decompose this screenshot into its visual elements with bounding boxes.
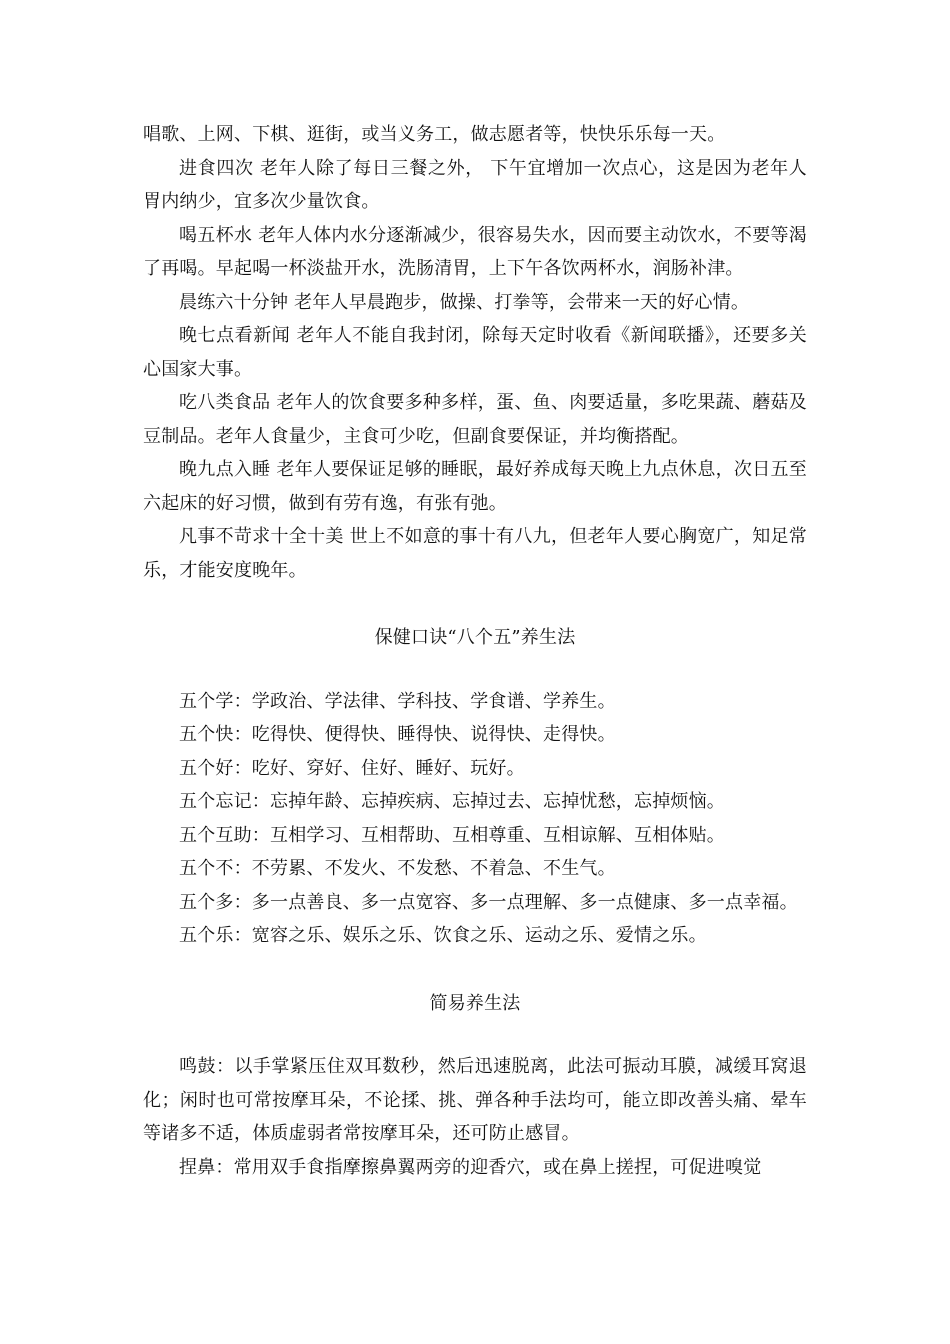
intro-paragraph-continued: 唱歌、上网、下棋、逛街，或当义务工，做志愿者等，快快乐乐每一天。 [143,124,726,145]
list-item: 五个多：多一点善良、多一点宽容、多一点理解、多一点健康、多一点幸福。 [179,891,798,913]
section-spacer [143,1020,807,1050]
list-item: 五个忘记：忘掉年龄、忘掉疾病、忘掉过去、忘掉忧愁，忘掉烦恼。 [179,791,725,812]
intro-paragraph-evening-news: 晚七点看新闻 老年人不能自我封闭，除每天定时收看《新闻联播》，还要多关心国家大事。 [143,325,807,380]
list-item: 五个互助：互相学习、互相帮助、互相尊重、互相谅解、互相体贴。 [179,824,725,846]
list-item: 五个乐：宽容之乐、娱乐之乐、饮食之乐、运动之乐、爱情之乐。 [179,925,707,946]
intro-paragraph-not-perfect: 凡事不苛求十全十美 世上不如意的事十有八九，但老年人要心胸宽广，知足常乐，才能安度晚年。 [143,526,807,581]
list-item: 五个不：不劳累、不发火、不发愁、不着急、不生气。 [179,858,616,879]
intro-paragraph-sleep-nine: 晚九点入睡 老年人要保证足够的睡眠，最好养成每天晚上九点休息，次日五至六起床的好习惯，做到有劳有逸，有张有弛。 [143,459,807,514]
section-spacer [143,953,807,987]
section-title-eight-fives: 保健口诀“八个五”养生法 [374,627,576,648]
intro-paragraph-drink-five: 喝五杯水 老年人体内水分逐渐减少，很容易失水，因而要主动饮水，不要等渴了再喝。早起喝一杯淡盐开水，洗肠清胃，上下午各饮两杯水，润肠补津。 [143,224,807,279]
document-page [143,118,807,1184]
method-paragraph-nose: 捏鼻：常用双手食指摩擦鼻翼两旁的迎香穴，或在鼻上搓捏，可促进嗅觉 [179,1156,762,1178]
list-item: 五个学：学政治、学法律、学科技、学食谱、学养生。 [179,690,616,712]
list-item: 五个好：吃好、穿好、住好、睡好、玩好。 [179,757,525,779]
intro-paragraph-morning-exercise: 晨练六十分钟 老年人早晨跑步，做操、打拳等，会带来一天的好心情。 [179,291,750,313]
section-title-simple-methods: 简易养生法 [429,992,521,1014]
intro-paragraph-eight-foods: 吃八类食品 老年人的饮食要多种多样，蛋、鱼、肉要适量，多吃果蔬、蘑菇及豆制品。老年人食量少，主食可少吃，但副食要保证，并均衡搭配。 [143,392,807,447]
intro-paragraph-eat-four: 进食四次 老年人除了每日三餐之外， 下午宜增加一次点心，这是因为老年人胃内纳少，宜多次少量饮食。 [143,157,807,212]
list-item: 五个快：吃得快、便得快、睡得快、说得快、走得快。 [179,724,616,745]
method-paragraph-drum: 鸣鼓：以手掌紧压住双耳数秒，然后迅速脱离，此法可振动耳膜，减缓耳窝退化；闲时也可常按摩耳朵，不论揉、挑、弹各种手法均可，能立即改善头痛、晕车等诸多不适，体质虚弱者常按摩耳朵，还可防止感冒。 [143,1056,807,1144]
section-spacer [143,587,807,621]
section-spacer [143,655,807,685]
